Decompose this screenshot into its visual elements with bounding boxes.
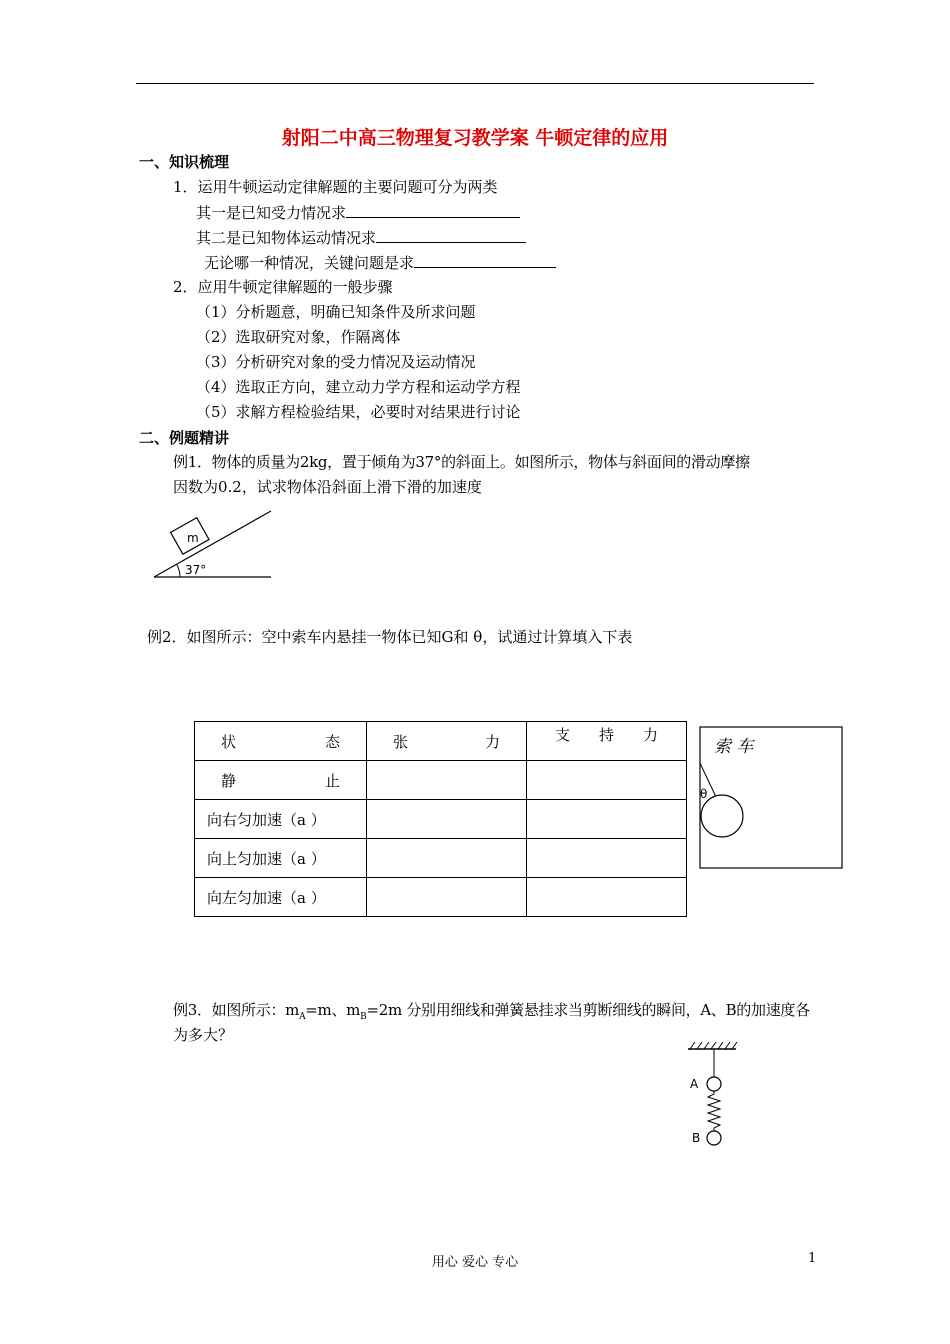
support-force-cell[interactable] bbox=[527, 800, 687, 839]
block-mass-label: m bbox=[187, 531, 199, 545]
footer-text: 用心 爱心 专心 bbox=[431, 1255, 519, 1270]
table-row bbox=[195, 800, 687, 839]
table-row bbox=[195, 839, 687, 878]
blank-line-a-text: 其一是已知受力情况求 bbox=[196, 204, 347, 222]
page-title: 射阳二中高三物理复习教学案 牛顿定律的应用 bbox=[281, 127, 669, 149]
header-tension bbox=[367, 722, 527, 761]
table-header-row bbox=[195, 722, 687, 761]
step-3: （3）分析研究对象的受力情况及运动情况 bbox=[196, 353, 476, 371]
blank-line-b bbox=[196, 227, 526, 248]
step-4: （4）选取正方向，建立动力学方程和运动学方程 bbox=[196, 378, 521, 396]
header-support-char-3: 力 bbox=[642, 726, 658, 744]
state-cell: 向上匀加速（a ） bbox=[195, 839, 367, 878]
example-2-table bbox=[194, 721, 687, 917]
cable-car-caption: 索 车 bbox=[714, 737, 754, 757]
tension-cell[interactable] bbox=[367, 839, 527, 878]
state-static-char-2: 止 bbox=[324, 771, 340, 790]
section-heading-examples: 二、例题精讲 bbox=[139, 429, 230, 447]
header-tension-char-2: 力 bbox=[484, 732, 500, 751]
example-2-text: 例2．如图所示：空中索车内悬挂一物体已知G和 θ，试通过计算填入下表 bbox=[147, 628, 633, 646]
header-support-char-1: 支 bbox=[555, 726, 571, 744]
state-cell: 向右匀加速（a ） bbox=[195, 800, 367, 839]
state-static-char-1: 静 bbox=[221, 771, 237, 790]
label-a: A bbox=[690, 1077, 699, 1091]
state-cell bbox=[195, 761, 367, 800]
fill-blank[interactable] bbox=[414, 252, 556, 268]
header-state bbox=[195, 722, 367, 761]
blank-line-b-text: 其二是已知物体运动情况求 bbox=[196, 229, 377, 247]
step-1: （1）分析题意，明确已知条件及所求问题 bbox=[196, 303, 476, 321]
blank-line-a bbox=[196, 202, 520, 223]
example-3-text-line2: 为多大？ bbox=[173, 1026, 234, 1044]
spring-coil bbox=[708, 1091, 720, 1131]
tension-cell[interactable] bbox=[367, 878, 527, 917]
example-3-text-line1: 例3．如图所示：$m_A=m$、$m_B=2m$ 分别用细线和弹簧悬挂求当剪断细线的瞬间，A、B的加速度各 bbox=[173, 1001, 810, 1022]
tension-cell[interactable] bbox=[367, 761, 527, 800]
header-rule bbox=[136, 83, 814, 84]
spring-figure bbox=[682, 1040, 744, 1152]
example-1-text-line1: 例1．物体的质量为2kg，置于倾角为37°的斜面上。如图所示，物体与斜面间的滑动摩擦 bbox=[173, 453, 750, 471]
table-row bbox=[195, 878, 687, 917]
step-5: （5）求解方程检验结果，必要时对结果进行讨论 bbox=[196, 403, 521, 421]
step-2: （2）选取研究对象，作隔离体 bbox=[196, 328, 401, 346]
page-number: 1 bbox=[808, 1251, 817, 1266]
support-force-cell[interactable] bbox=[527, 761, 687, 800]
example-1-text-line2: 因数为0.2，试求物体沿斜面上滑下滑的加速度 bbox=[173, 478, 482, 496]
hanging-ball bbox=[701, 795, 743, 837]
ball-a bbox=[707, 1077, 721, 1091]
blank-line-c-text: 无论哪一种情况，关键问题是求 bbox=[204, 254, 415, 272]
knowledge-item-1: 1．运用牛顿运动定律解题的主要问题可分为两类 bbox=[173, 178, 498, 196]
table-row bbox=[195, 761, 687, 800]
fill-blank[interactable] bbox=[376, 227, 526, 243]
header-state-char-2: 态 bbox=[324, 732, 340, 751]
cable-car-figure bbox=[698, 725, 846, 872]
incline-figure bbox=[150, 505, 275, 580]
incline-angle-label: 37° bbox=[185, 563, 207, 577]
ball-b bbox=[707, 1131, 721, 1145]
blank-line-c bbox=[204, 252, 556, 273]
header-state-char-1: 状 bbox=[221, 732, 237, 751]
state-cell: 向左匀加速（a ） bbox=[195, 878, 367, 917]
tension-cell[interactable] bbox=[367, 800, 527, 839]
header-support-char-2: 持 bbox=[598, 726, 614, 744]
section-heading-knowledge: 一、知识梳理 bbox=[139, 153, 230, 171]
header-tension-char-1: 张 bbox=[393, 732, 409, 751]
knowledge-item-2: 2．应用牛顿定律解题的一般步骤 bbox=[173, 278, 393, 296]
ceiling-hatch bbox=[690, 1042, 737, 1049]
label-b: B bbox=[692, 1131, 701, 1145]
support-force-cell[interactable] bbox=[527, 839, 687, 878]
support-force-cell[interactable] bbox=[527, 878, 687, 917]
angle-arc bbox=[177, 565, 180, 577]
theta-label: θ bbox=[700, 787, 708, 801]
incline-slope-line bbox=[154, 511, 271, 577]
fill-blank[interactable] bbox=[346, 202, 520, 218]
header-support-force bbox=[527, 722, 687, 761]
